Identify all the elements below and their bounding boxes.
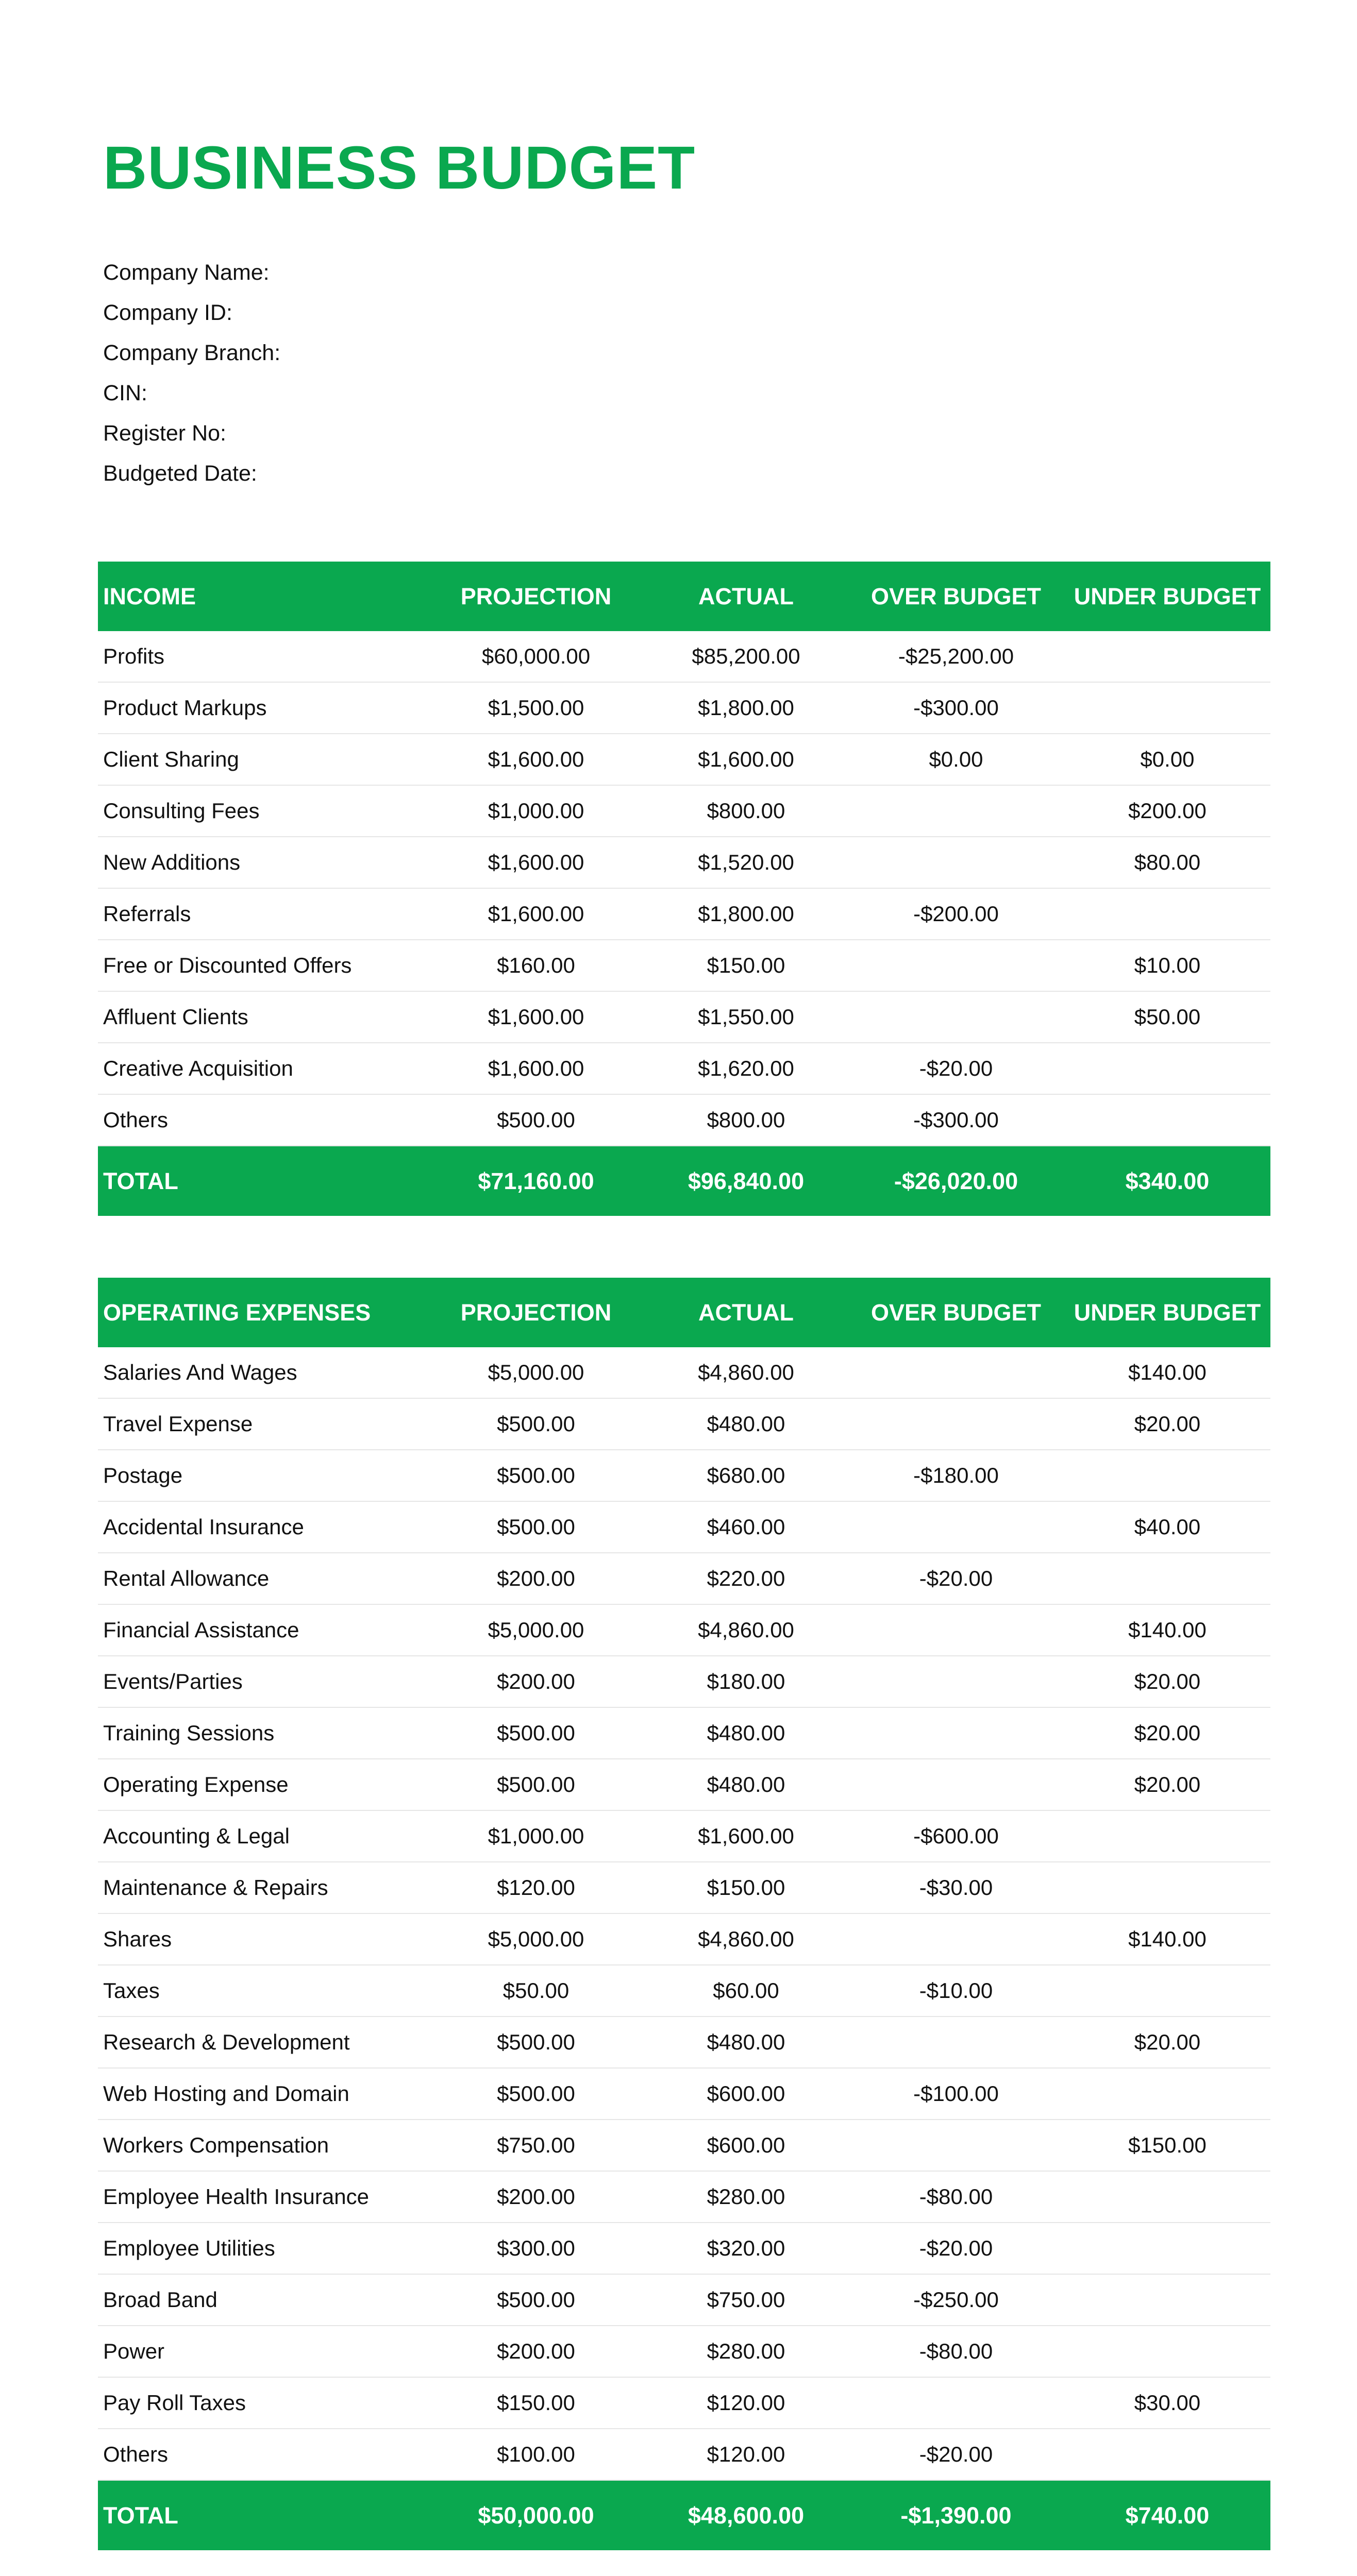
table-row bbox=[98, 2069, 1270, 2120]
cell-projection: $60,000.00 bbox=[481, 644, 591, 668]
row-label: Web Hosting and Domain bbox=[103, 2081, 349, 2106]
total-over: -$26,020.00 bbox=[894, 1167, 1018, 1194]
table-row bbox=[98, 1450, 1270, 1502]
cell-under: $20.00 bbox=[1134, 1772, 1201, 1797]
table-row bbox=[98, 683, 1270, 734]
total-label: TOTAL bbox=[103, 2502, 178, 2529]
cell-over: -$20.00 bbox=[919, 1056, 993, 1080]
cell-actual: $1,620.00 bbox=[698, 1056, 794, 1080]
cell-projection: $160.00 bbox=[497, 953, 575, 977]
table-row bbox=[98, 2275, 1270, 2326]
row-label: Free or Discounted Offers bbox=[103, 953, 352, 977]
cell-under: $10.00 bbox=[1134, 953, 1201, 977]
table-row bbox=[98, 1656, 1270, 1708]
total-actual: $48,600.00 bbox=[688, 2502, 805, 2529]
cell-actual: $480.00 bbox=[707, 1721, 785, 1745]
cell-actual: $600.00 bbox=[707, 2081, 785, 2106]
table-row bbox=[98, 889, 1270, 940]
cell-projection: $500.00 bbox=[497, 2081, 575, 2106]
cell-projection: $5,000.00 bbox=[488, 1360, 584, 1384]
table-row bbox=[98, 1759, 1270, 1811]
row-label: Product Markups bbox=[103, 696, 267, 720]
cell-over: -$600.00 bbox=[913, 1824, 999, 1848]
cell-over: -$80.00 bbox=[919, 2339, 993, 2363]
total-row bbox=[98, 2481, 1270, 2550]
row-label: Workers Compensation bbox=[103, 2133, 329, 2157]
cell-actual: $680.00 bbox=[707, 1463, 785, 1487]
cell-projection: $5,000.00 bbox=[488, 1927, 584, 1951]
row-label: Taxes bbox=[103, 1978, 160, 2003]
total-label: TOTAL bbox=[103, 1167, 178, 1194]
cell-projection: $1,600.00 bbox=[488, 902, 584, 926]
row-label: Rental Allowance bbox=[103, 1566, 270, 1590]
row-label: Employee Utilities bbox=[103, 2236, 275, 2260]
company-name-label: Company Name: bbox=[103, 260, 270, 285]
table-header-row bbox=[98, 562, 1270, 631]
row-label: Financial Assistance bbox=[103, 1618, 299, 1642]
cell-over: -$20.00 bbox=[919, 2236, 993, 2260]
table-row bbox=[98, 2017, 1270, 2069]
cell-projection: $500.00 bbox=[497, 2287, 575, 2312]
cell-projection: $1,600.00 bbox=[488, 1056, 584, 1080]
column-header-actual: ACTUAL bbox=[698, 583, 794, 609]
cell-under: $200.00 bbox=[1128, 799, 1207, 823]
cell-actual: $1,600.00 bbox=[698, 747, 794, 771]
row-label: Power bbox=[103, 2339, 165, 2363]
table-row bbox=[98, 1502, 1270, 1553]
cell-over: $0.00 bbox=[929, 747, 983, 771]
table-row bbox=[98, 1553, 1270, 1605]
cell-projection: $500.00 bbox=[497, 1463, 575, 1487]
cell-projection: $200.00 bbox=[497, 1669, 575, 1693]
cell-actual: $750.00 bbox=[707, 2287, 785, 2312]
table-row bbox=[98, 1399, 1270, 1450]
cell-under: $140.00 bbox=[1128, 1927, 1207, 1951]
total-projection: $71,160.00 bbox=[478, 1167, 594, 1194]
cell-over: -$100.00 bbox=[913, 2081, 999, 2106]
cell-actual: $460.00 bbox=[707, 1515, 785, 1539]
cell-over: -$20.00 bbox=[919, 1566, 993, 1590]
cell-over: -$300.00 bbox=[913, 696, 999, 720]
table-row bbox=[98, 1043, 1270, 1095]
cell-under: $20.00 bbox=[1134, 1669, 1201, 1693]
total-row bbox=[98, 1146, 1270, 1216]
cell-projection: $500.00 bbox=[497, 2030, 575, 2054]
row-label: Operating Expense bbox=[103, 1772, 289, 1797]
row-label: New Additions bbox=[103, 850, 241, 874]
cell-projection: $500.00 bbox=[497, 1721, 575, 1745]
section-title: INCOME bbox=[103, 583, 196, 609]
cell-projection: $1,600.00 bbox=[488, 1005, 584, 1029]
cell-actual: $180.00 bbox=[707, 1669, 785, 1693]
row-label: Training Sessions bbox=[103, 1721, 275, 1745]
cell-projection: $500.00 bbox=[497, 1515, 575, 1539]
row-label: Employee Health Insurance bbox=[103, 2184, 369, 2209]
total-under: $740.00 bbox=[1125, 2502, 1210, 2529]
cell-over: -$20.00 bbox=[919, 2442, 993, 2466]
table-row bbox=[98, 1811, 1270, 1862]
cell-projection: $200.00 bbox=[497, 2184, 575, 2209]
company-branch-label: Company Branch: bbox=[103, 341, 281, 365]
cell-actual: $480.00 bbox=[707, 2030, 785, 2054]
cell-actual: $120.00 bbox=[707, 2442, 785, 2466]
column-header-actual: ACTUAL bbox=[698, 1299, 794, 1326]
table-row bbox=[98, 2326, 1270, 2378]
row-label: Maintenance & Repairs bbox=[103, 1875, 328, 1900]
cell-over: -$200.00 bbox=[913, 902, 999, 926]
column-header-over-budget: OVER BUDGET bbox=[870, 583, 1042, 609]
cell-under: $140.00 bbox=[1128, 1360, 1207, 1384]
cell-under: $0.00 bbox=[1140, 747, 1195, 771]
column-header-over-budget: OVER BUDGET bbox=[870, 1299, 1042, 1326]
cell-under: $40.00 bbox=[1134, 1515, 1201, 1539]
table-row bbox=[98, 1708, 1270, 1759]
cell-projection: $200.00 bbox=[497, 2339, 575, 2363]
cell-over: -$250.00 bbox=[913, 2287, 999, 2312]
cell-actual: $4,860.00 bbox=[698, 1360, 794, 1384]
cell-under: $50.00 bbox=[1134, 1005, 1201, 1029]
cell-over: -$300.00 bbox=[913, 1108, 999, 1132]
row-label: Referrals bbox=[103, 902, 191, 926]
cell-projection: $1,600.00 bbox=[488, 747, 584, 771]
cell-under: $20.00 bbox=[1134, 1721, 1201, 1745]
cell-over: -$25,200.00 bbox=[898, 644, 1014, 668]
table-row bbox=[98, 2120, 1270, 2172]
table-row bbox=[98, 2172, 1270, 2223]
row-label: Client Sharing bbox=[103, 747, 239, 771]
cell-actual: $150.00 bbox=[707, 1875, 785, 1900]
column-header-projection: PROJECTION bbox=[460, 1299, 612, 1326]
cell-actual: $600.00 bbox=[707, 2133, 785, 2157]
cell-actual: $320.00 bbox=[707, 2236, 785, 2260]
column-header-projection: PROJECTION bbox=[460, 583, 612, 609]
row-label: Pay Roll Taxes bbox=[103, 2391, 246, 2415]
total-over: -$1,390.00 bbox=[900, 2502, 1012, 2529]
table-row bbox=[98, 940, 1270, 992]
cell-under: $150.00 bbox=[1128, 2133, 1207, 2157]
table-row bbox=[98, 992, 1270, 1043]
section-title: OPERATING EXPENSES bbox=[103, 1299, 371, 1326]
cell-projection: $1,500.00 bbox=[488, 696, 584, 720]
cell-actual: $1,800.00 bbox=[698, 902, 794, 926]
cell-actual: $220.00 bbox=[707, 1566, 785, 1590]
table-row bbox=[98, 786, 1270, 837]
cell-projection: $750.00 bbox=[497, 2133, 575, 2157]
company-id-label: Company ID: bbox=[103, 300, 232, 325]
row-label: Others bbox=[103, 1108, 169, 1132]
row-label: Affluent Clients bbox=[103, 1005, 248, 1029]
table-row bbox=[98, 2378, 1270, 2429]
cell-actual: $1,800.00 bbox=[698, 696, 794, 720]
page-title: BUSINESS BUDGET bbox=[103, 134, 696, 202]
cell-actual: $280.00 bbox=[707, 2339, 785, 2363]
cell-projection: $100.00 bbox=[497, 2442, 575, 2466]
cell-actual: $85,200.00 bbox=[692, 644, 800, 668]
cin-label: CIN: bbox=[103, 381, 147, 405]
row-label: Broad Band bbox=[103, 2287, 217, 2312]
cell-actual: $150.00 bbox=[707, 953, 785, 977]
cell-under: $20.00 bbox=[1134, 2030, 1201, 2054]
cell-actual: $1,600.00 bbox=[698, 1824, 794, 1848]
cell-under: $20.00 bbox=[1134, 1412, 1201, 1436]
table-row bbox=[98, 1095, 1270, 1146]
cell-under: $30.00 bbox=[1134, 2391, 1201, 2415]
row-label: Creative Acquisition bbox=[103, 1056, 293, 1080]
column-header-under-budget: UNDER BUDGET bbox=[1074, 1299, 1261, 1326]
row-label: Shares bbox=[103, 1927, 172, 1951]
cell-projection: $1,000.00 bbox=[488, 1824, 584, 1848]
row-label: Events/Parties bbox=[103, 1669, 243, 1693]
row-label: Accounting & Legal bbox=[103, 1824, 290, 1848]
cell-actual: $1,520.00 bbox=[698, 850, 794, 874]
cell-actual: $800.00 bbox=[707, 799, 785, 823]
budgeted-date-label: Budgeted Date: bbox=[103, 461, 257, 486]
row-label: Research & Development bbox=[103, 2030, 350, 2054]
table-row bbox=[98, 837, 1270, 889]
cell-actual: $800.00 bbox=[707, 1108, 785, 1132]
cell-actual: $280.00 bbox=[707, 2184, 785, 2209]
cell-over: -$180.00 bbox=[913, 1463, 999, 1487]
cell-projection: $500.00 bbox=[497, 1772, 575, 1797]
operating-expenses-table bbox=[98, 1278, 1270, 2550]
cell-projection: $5,000.00 bbox=[488, 1618, 584, 1642]
row-label: Accidental Insurance bbox=[103, 1515, 304, 1539]
cell-projection: $500.00 bbox=[497, 1108, 575, 1132]
row-label: Salaries And Wages bbox=[103, 1360, 297, 1384]
table-row bbox=[98, 2429, 1270, 2481]
cell-projection: $200.00 bbox=[497, 1566, 575, 1590]
cell-actual: $4,860.00 bbox=[698, 1927, 794, 1951]
cell-actual: $480.00 bbox=[707, 1772, 785, 1797]
table-header-row bbox=[98, 1278, 1270, 1347]
cell-projection: $50.00 bbox=[502, 1978, 569, 2003]
cell-projection: $1,600.00 bbox=[488, 850, 584, 874]
cell-under: $140.00 bbox=[1128, 1618, 1207, 1642]
cell-projection: $120.00 bbox=[497, 1875, 575, 1900]
cell-under: $80.00 bbox=[1134, 850, 1201, 874]
cell-projection: $150.00 bbox=[497, 2391, 575, 2415]
cell-projection: $1,000.00 bbox=[488, 799, 584, 823]
table-row bbox=[98, 1862, 1270, 1914]
total-projection: $50,000.00 bbox=[478, 2502, 594, 2529]
cell-projection: $500.00 bbox=[497, 1412, 575, 1436]
row-label: Consulting Fees bbox=[103, 799, 260, 823]
register-no-label: Register No: bbox=[103, 421, 226, 446]
cell-actual: $480.00 bbox=[707, 1412, 785, 1436]
row-label: Others bbox=[103, 2442, 169, 2466]
row-label: Travel Expense bbox=[103, 1412, 253, 1436]
row-label: Postage bbox=[103, 1463, 183, 1487]
company-info bbox=[103, 252, 280, 494]
table-row bbox=[98, 1914, 1270, 1965]
cell-actual: $1,550.00 bbox=[698, 1005, 794, 1029]
table-row bbox=[98, 1347, 1270, 1399]
cell-actual: $60.00 bbox=[713, 1978, 779, 2003]
total-under: $340.00 bbox=[1125, 1167, 1210, 1194]
table-row bbox=[98, 734, 1270, 786]
cell-over: -$80.00 bbox=[919, 2184, 993, 2209]
cell-over: -$10.00 bbox=[919, 1978, 993, 2003]
table-row bbox=[98, 2223, 1270, 2275]
total-actual: $96,840.00 bbox=[688, 1167, 805, 1194]
cell-projection: $300.00 bbox=[497, 2236, 575, 2260]
cell-actual: $4,860.00 bbox=[698, 1618, 794, 1642]
row-label: Profits bbox=[103, 644, 165, 668]
cell-actual: $120.00 bbox=[707, 2391, 785, 2415]
cell-over: -$30.00 bbox=[919, 1875, 993, 1900]
table-row bbox=[98, 1965, 1270, 2017]
income-table bbox=[98, 562, 1270, 1216]
column-header-under-budget: UNDER BUDGET bbox=[1074, 583, 1261, 609]
table-row bbox=[98, 1605, 1270, 1656]
table-row bbox=[98, 631, 1270, 683]
